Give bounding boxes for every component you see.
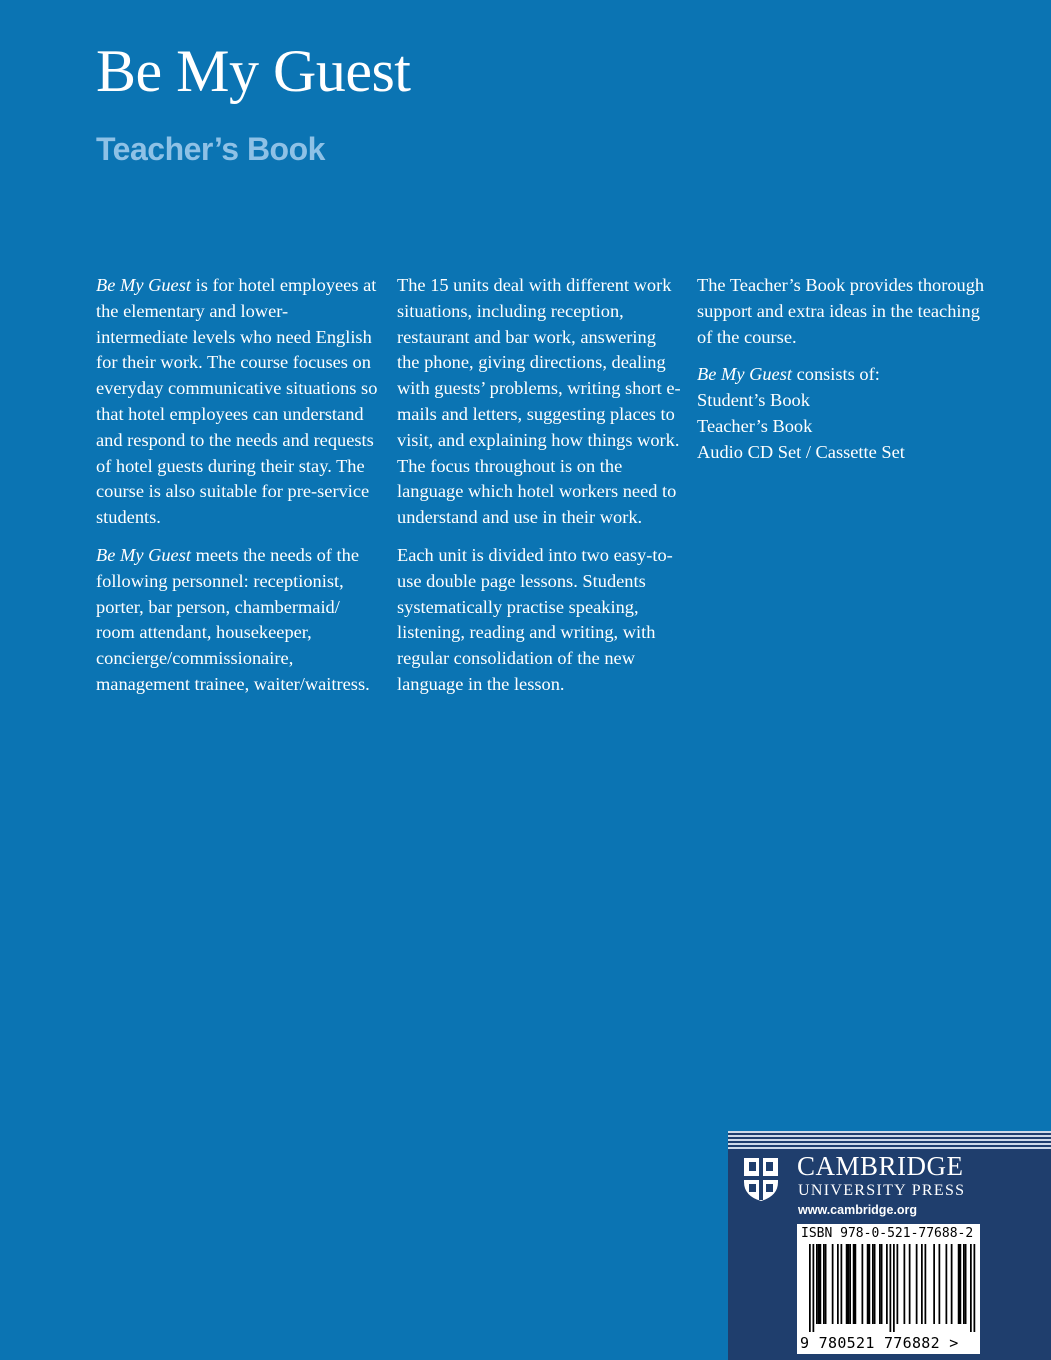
teacher-book-paragraph: The Teacher’s Book provides thorough support and extra ideas in the teaching of the course.: [697, 275, 985, 347]
ean-digits: 9 780521 776882 >: [800, 1334, 959, 1352]
barcode-bar: [933, 1244, 935, 1324]
series-name: Be My Guest: [96, 275, 191, 295]
lessons-paragraph: Each unit is divided into two easy-to-use double page lessons. Students systematically practise speaking, listening, reading and writing, with regular consolidation of the new language in the lesson.: [397, 544, 673, 694]
barcode-bar: [897, 1244, 899, 1324]
intro-paragraph: [96, 273, 380, 531]
description-column-1: [96, 273, 380, 710]
isbn-text: ISBN 978-0-521-77688-2: [801, 1226, 974, 1241]
barcode-bar: [825, 1244, 827, 1324]
barcode-bar: [823, 1244, 825, 1324]
stripe-band: [728, 1131, 1051, 1149]
barcode-bar: [846, 1244, 848, 1324]
barcode-bar: [965, 1244, 967, 1324]
barcode-bar: [970, 1244, 972, 1332]
intro-text: is for hotel employees at the elementary and lower-intermediate levels who need English for their work. The course focuses on everyday communicative situations so that hotel employees can understand and respond to the needs and requests of hotel guests during their stay. The course is also suitable for pre-service students.: [96, 275, 378, 528]
barcode-bar: [925, 1244, 927, 1324]
barcode-bar: [872, 1244, 874, 1324]
barcode-bars: [799, 1244, 978, 1332]
barcode-bar: [974, 1244, 976, 1332]
barcode-bar: [849, 1244, 851, 1324]
barcode-bar: [816, 1244, 818, 1324]
barcode-bar: [853, 1244, 855, 1324]
barcode-bar: [862, 1244, 864, 1324]
publisher-subtitle: UNIVERSITY PRESS: [798, 1182, 966, 1199]
barcode: [797, 1224, 980, 1354]
units-paragraph: The 15 units deal with different work situations, including reception, restaurant and bar work, answering the phone, giving directions, dealing with guests’ problems, writing short e-mails and letters, suggesting places to visit, and explaining how things work. The focus throughout is on the language which hotel workers need to understand and use in their work.: [397, 275, 681, 528]
barcode-bar: [848, 1244, 850, 1324]
barcode-bar: [904, 1244, 906, 1324]
barcode-bar: [820, 1244, 822, 1324]
barcode-bar: [909, 1244, 911, 1324]
barcode-bar: [832, 1244, 834, 1324]
publisher-panel: [728, 1131, 1051, 1360]
component-item: Teacher’s Book: [697, 415, 813, 436]
components-heading: [697, 362, 997, 388]
barcode-bar: [841, 1244, 843, 1324]
barcode-bar: [818, 1244, 820, 1324]
barcode-bar: [886, 1244, 888, 1324]
barcode-bar: [855, 1244, 857, 1324]
university-crest-icon: [742, 1156, 780, 1202]
consists-text: consists of:: [791, 364, 880, 385]
barcode-bar: [881, 1244, 883, 1324]
barcode-bar: [963, 1244, 965, 1324]
component-item: Student’s Book: [697, 390, 810, 411]
barcode-bar: [879, 1244, 881, 1324]
barcode-bar: [916, 1244, 918, 1324]
personnel-paragraph: [96, 543, 380, 698]
series-name: Be My Guest: [96, 544, 191, 565]
publisher-url: www.cambridge.org: [798, 1203, 918, 1217]
description-column-2: [397, 273, 681, 710]
barcode-bar: [958, 1244, 960, 1324]
barcode-bar: [809, 1244, 811, 1332]
barcode-bar: [867, 1244, 869, 1324]
components-list: [697, 362, 997, 465]
barcode-bar: [874, 1244, 876, 1324]
publisher-name: CAMBRIDGE: [797, 1151, 964, 1181]
barcode-bar: [813, 1244, 815, 1332]
book-subtitle: Teacher’s Book: [96, 131, 325, 167]
barcode-bar: [939, 1244, 941, 1324]
barcode-bar: [890, 1244, 892, 1332]
barcode-bar: [960, 1244, 962, 1324]
description-column-3: [697, 273, 997, 478]
personnel-text: meets the needs of the following personnel: receptionist, porter, bar person, chambermaid/ room attendant, housekeeper, concierge/commissionaire, management trainee, waiter/waitress.: [96, 544, 370, 694]
barcode-bar: [921, 1244, 923, 1324]
barcode-bar: [837, 1244, 839, 1324]
series-name: Be My Guest: [697, 364, 792, 385]
barcode-bar: [893, 1244, 895, 1332]
barcode-bar: [946, 1244, 948, 1324]
barcode-bar: [951, 1244, 953, 1324]
barcode-bar: [869, 1244, 871, 1324]
component-item: Audio CD Set / Cassette Set: [697, 441, 905, 462]
book-title: Be My Guest: [96, 38, 411, 104]
